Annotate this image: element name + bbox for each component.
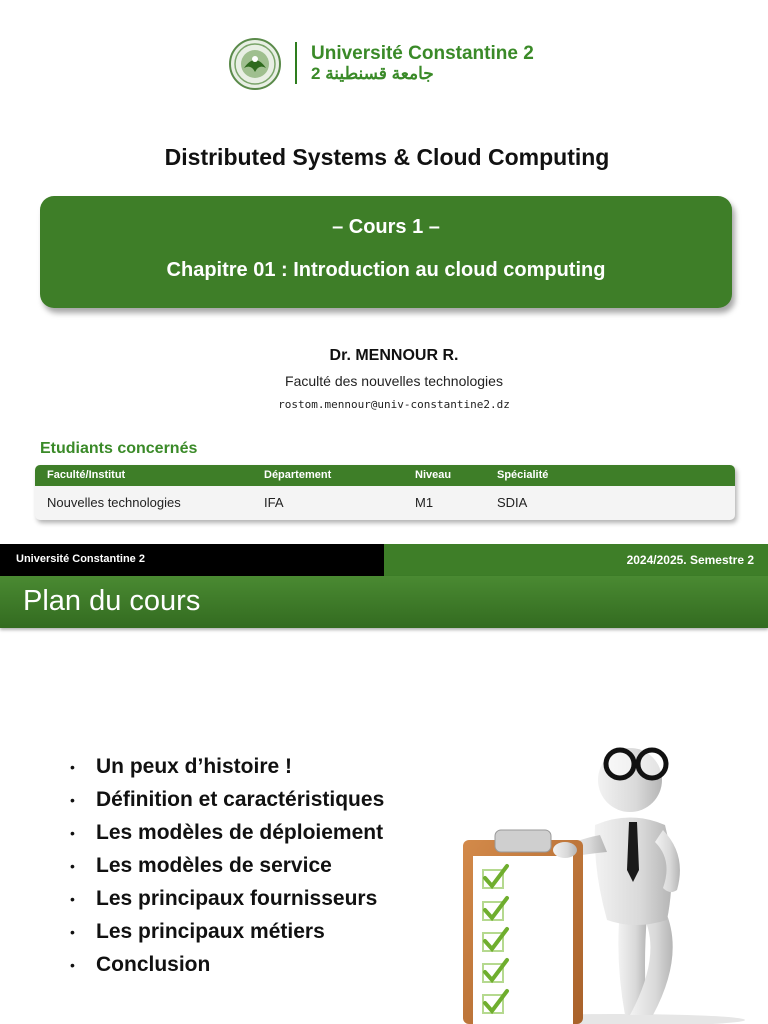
bullet: • [70,792,75,808]
chapter-title: Chapitre 01 : Introduction au cloud computing [166,259,606,281]
footer-right-band [384,544,768,576]
outline-item-text: Un peux d’histoire ! [96,755,293,778]
column-header-level: Niveau [415,469,452,481]
author-faculty: Faculté des nouvelles technologies [285,373,503,389]
students-heading: Etudiants concernés [40,440,198,457]
outline-item-text: Les modèles de déploiement [96,821,384,844]
logo-divider [295,42,297,84]
column-header-specialty: Spécialité [497,469,549,481]
bullet: • [70,825,75,841]
outline-item-text: Les modèles de service [96,854,332,877]
university-name-ar: جامعة قسنطينة 2 [311,64,434,83]
column-header-department: Département [264,469,332,481]
outline-item-text: Les principaux métiers [96,920,325,943]
outline-item-text: Conclusion [96,953,211,976]
author-name: Dr. MENNOUR R. [329,347,459,364]
cell-specialty: SDIA [497,495,528,510]
bullet: • [70,957,75,973]
students-table [35,465,735,520]
outline-item-text: Les principaux fournisseurs [96,887,378,910]
clipboard-checklist-figure-icon [415,730,745,1024]
bullet: • [70,924,75,940]
footer-period: 2024/2025. Semestre 2 [626,553,754,567]
column-header-faculty: Faculté/Institut [47,469,126,481]
plan-title-bar [0,576,768,628]
university-name-fr: Université Constantine 2 [311,43,534,64]
footer-left-band [0,544,384,576]
cell-faculty: Nouvelles technologies [47,495,181,510]
bullet: • [70,891,75,907]
outline-item-text: Définition et caractéristiques [96,788,385,811]
course-banner [40,196,732,308]
bullet: • [70,759,75,775]
author-email: rostom.mennour@univ-constantine2.dz [278,398,510,411]
table-header [35,465,735,486]
bullet: • [70,858,75,874]
cell-level: M1 [415,495,434,510]
university-emblem-icon [229,38,281,90]
cell-department: IFA [264,495,284,510]
footer-university: Université Constantine 2 [16,553,145,565]
course-number: – Cours 1 – [332,216,440,238]
document-title: Distributed Systems & Cloud Computing [164,144,610,170]
plan-title: Plan du cours [23,585,201,617]
